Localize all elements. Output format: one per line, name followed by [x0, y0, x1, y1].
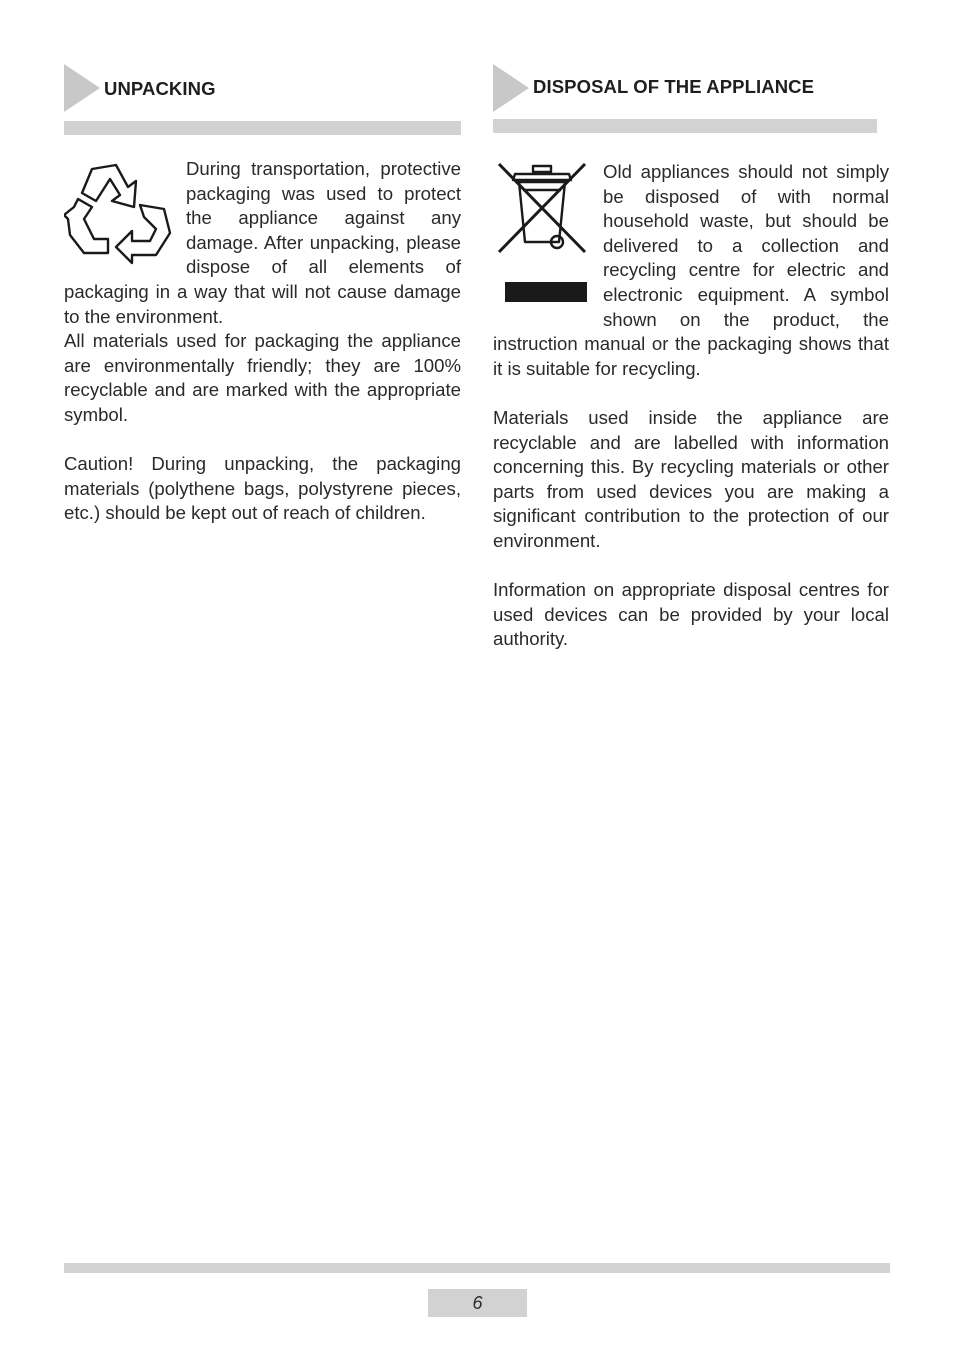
disposal-heading-rule	[493, 119, 877, 133]
page-number: 6	[428, 1289, 527, 1317]
recycle-icon	[64, 157, 174, 275]
heading-arrow-icon	[64, 64, 100, 112]
unpacking-body	[64, 157, 461, 526]
unpacking-title: UNPACKING	[104, 78, 216, 99]
disposal-paragraph-3: Information on appropriate disposal centres for used devices can be provided by your local authority.	[493, 579, 889, 650]
heading-arrow-icon	[493, 64, 529, 112]
crossed-out-wheelie-bin-icon	[493, 160, 591, 308]
disposal-title: DISPOSAL OF THE APPLIANCE	[533, 76, 815, 97]
disposal-paragraph-2: Materials used inside the appliance are recyclable and are labelled with information concerning this. By recycling materials or other parts from used devices you are making a significant contribution to the protection of our environment.	[493, 406, 889, 551]
unpacking-heading	[64, 64, 461, 114]
disposal-body	[493, 160, 889, 652]
disposal-paragraph-1: Old appliances should not simply be disposed of with normal household waste, but should be delivered to a collection and recycling centre for electric and electronic equipment. A symbol shown on the product, the instruction manual or the packaging shows that it is suitable for recycling.	[493, 161, 889, 379]
unpacking-heading-rule	[64, 121, 461, 135]
disposal-heading	[493, 64, 889, 114]
unpacking-paragraph-3: Caution! During unpacking, the packaging materials (polythene bags, polystyrene pieces, etc.) should be kept out of reach of children.	[64, 453, 461, 524]
footer-rule	[64, 1263, 890, 1273]
unpacking-paragraph-1: During transportation, protective packaging was used to protect the appliance against any damage. After unpacking, please dispose of all elements of packaging in a way that will not cause damage to the environment.	[64, 158, 461, 327]
unpacking-paragraph-2: All materials used for packaging the appliance are environmentally friendly; they are 100% recyclable and are marked with the appropriate symbol.	[64, 330, 461, 425]
